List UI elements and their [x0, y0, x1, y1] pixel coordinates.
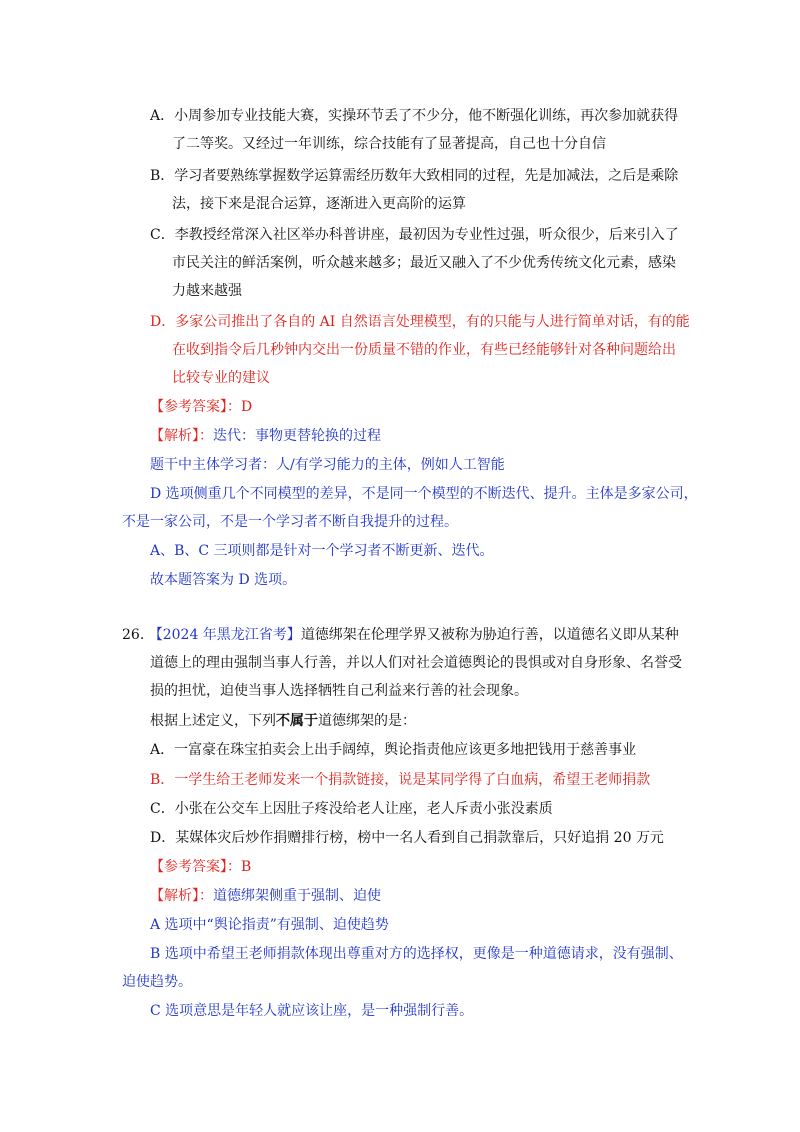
q25-option-b-line1: B．学习者要熟练掌握数学运算需经历数年大致相同的过程，先是加减法，之后是乘除: [150, 168, 679, 184]
q26-stem-line1: [122, 625, 679, 645]
q26-source: 【2024 年黑龙江省考】: [148, 627, 301, 643]
q25-analysis: [150, 426, 381, 446]
q25-option-c-line3: 力越来越强: [172, 283, 242, 299]
q26-stem-line2: 道德上的理由强制当事人行善，并以人们对社会道德舆论的畏惧或对自身形象、名誉受: [150, 655, 682, 671]
q25-analysis-text: 迭代：事物更替轮换的过程: [213, 428, 381, 444]
q25-option-d-line2: 在收到指令后几秒钟内交出一份质量不错的作业，有些已经能够针对各种问题给出: [172, 342, 676, 358]
q26-analysis: [150, 886, 381, 906]
q25-option-b-line2: 法，接下来是混合运算，逐渐进入更高阶的运算: [172, 196, 466, 212]
q26-stem-line3: 损的担忧，迫使当事人选择牺牲自己利益来行善的社会现象。: [150, 683, 528, 699]
q25-note-3: A、B、C 三项则都是针对一个学习者不断更新、迭代。: [150, 543, 494, 559]
q25-note-2: D 选项侧重几个不同模型的差异，不是同一个模型的不断迭代、提升。主体是多家公司，: [150, 486, 698, 502]
q26-analysis-label: 【解析】：: [150, 888, 213, 904]
q26-option-a: A．一富豪在珠宝拍卖会上出手阔绰，舆论指责他应该更多地把钱用于慈善事业: [150, 742, 637, 758]
q26-note-2: B 选项中希望王老师捐款体现出尊重对方的选择权，更像是一种道德请求，没有强制、: [150, 946, 683, 962]
q26-prompt: [150, 711, 416, 731]
q26-option-b: B．一学生给王老师发来一个捐款链接，说是某同学得了白血病，希望王老师捐款: [150, 772, 651, 788]
q26-note-3: C 选项意思是年轻人就应该让座，是一种强制行善。: [150, 1003, 474, 1019]
q26-note-2-cont: 迫使趋势。: [122, 974, 192, 990]
q25-note-2-cont: 不是一家公司，不是一个学习者不断自我提升的过程。: [122, 514, 458, 530]
q25-option-d-line1: D．多家公司推出了各自的 AI 自然语言处理模型，有的只能与人进行简单对话，有的能: [150, 314, 690, 330]
q25-analysis-label: 【解析】：: [150, 428, 213, 444]
q26-prompt-bold: 不属于: [276, 713, 318, 729]
q26-number: 26.: [122, 627, 145, 643]
q25-option-a-line2: 了二等奖。又经过一年训练，综合技能有了显著提高，自己也十分自信: [172, 136, 606, 152]
q26-analysis-text: 道德绑架侧重于强制、迫使: [213, 888, 381, 904]
q26-stem-text-1: 道德绑架在伦理学界又被称为胁迫行善，以道德名义即从某种: [300, 627, 679, 643]
q26-note-1: A 选项中“舆论指责”有强制、迫使趋势: [150, 917, 389, 933]
q25-option-c-line1: C．李教授经常深入社区举办科普讲座，最初因为专业性过强，听众很少，后来引入了: [150, 227, 679, 243]
q25-option-c-line2: 市民关注的鲜活案例，听众越来越多；最近又融入了不少优秀传统文化元素，感染: [172, 255, 676, 271]
q26-prompt-before: 根据上述定义，下列: [150, 713, 276, 729]
q25-note-1: 题干中主体学习者：人/有学习能力的主体，例如人工智能: [150, 457, 505, 473]
q26-option-d: D．某媒体灾后炒作捐赠排行榜，榜中一名人看到自己捐款靠后，只好追捐 20 万元: [150, 830, 664, 846]
q26-prompt-after: 道德绑架的是：: [318, 713, 416, 729]
q26-option-c: C．小张在公交车上因肚子疼没给老人让座，老人斥责小张没素质: [150, 801, 553, 817]
q25-answer: 【参考答案】：D: [150, 399, 253, 415]
q25-option-d-line3: 比较专业的建议: [172, 370, 270, 386]
q25-note-4: 故本题答案为 D 选项。: [150, 572, 297, 588]
q25-option-a-line1: A．小周参加专业技能大赛，实操环节丢了不少分，他不断强化训练，再次参加就获得: [150, 108, 679, 124]
q26-answer: 【参考答案】：B: [150, 859, 252, 875]
